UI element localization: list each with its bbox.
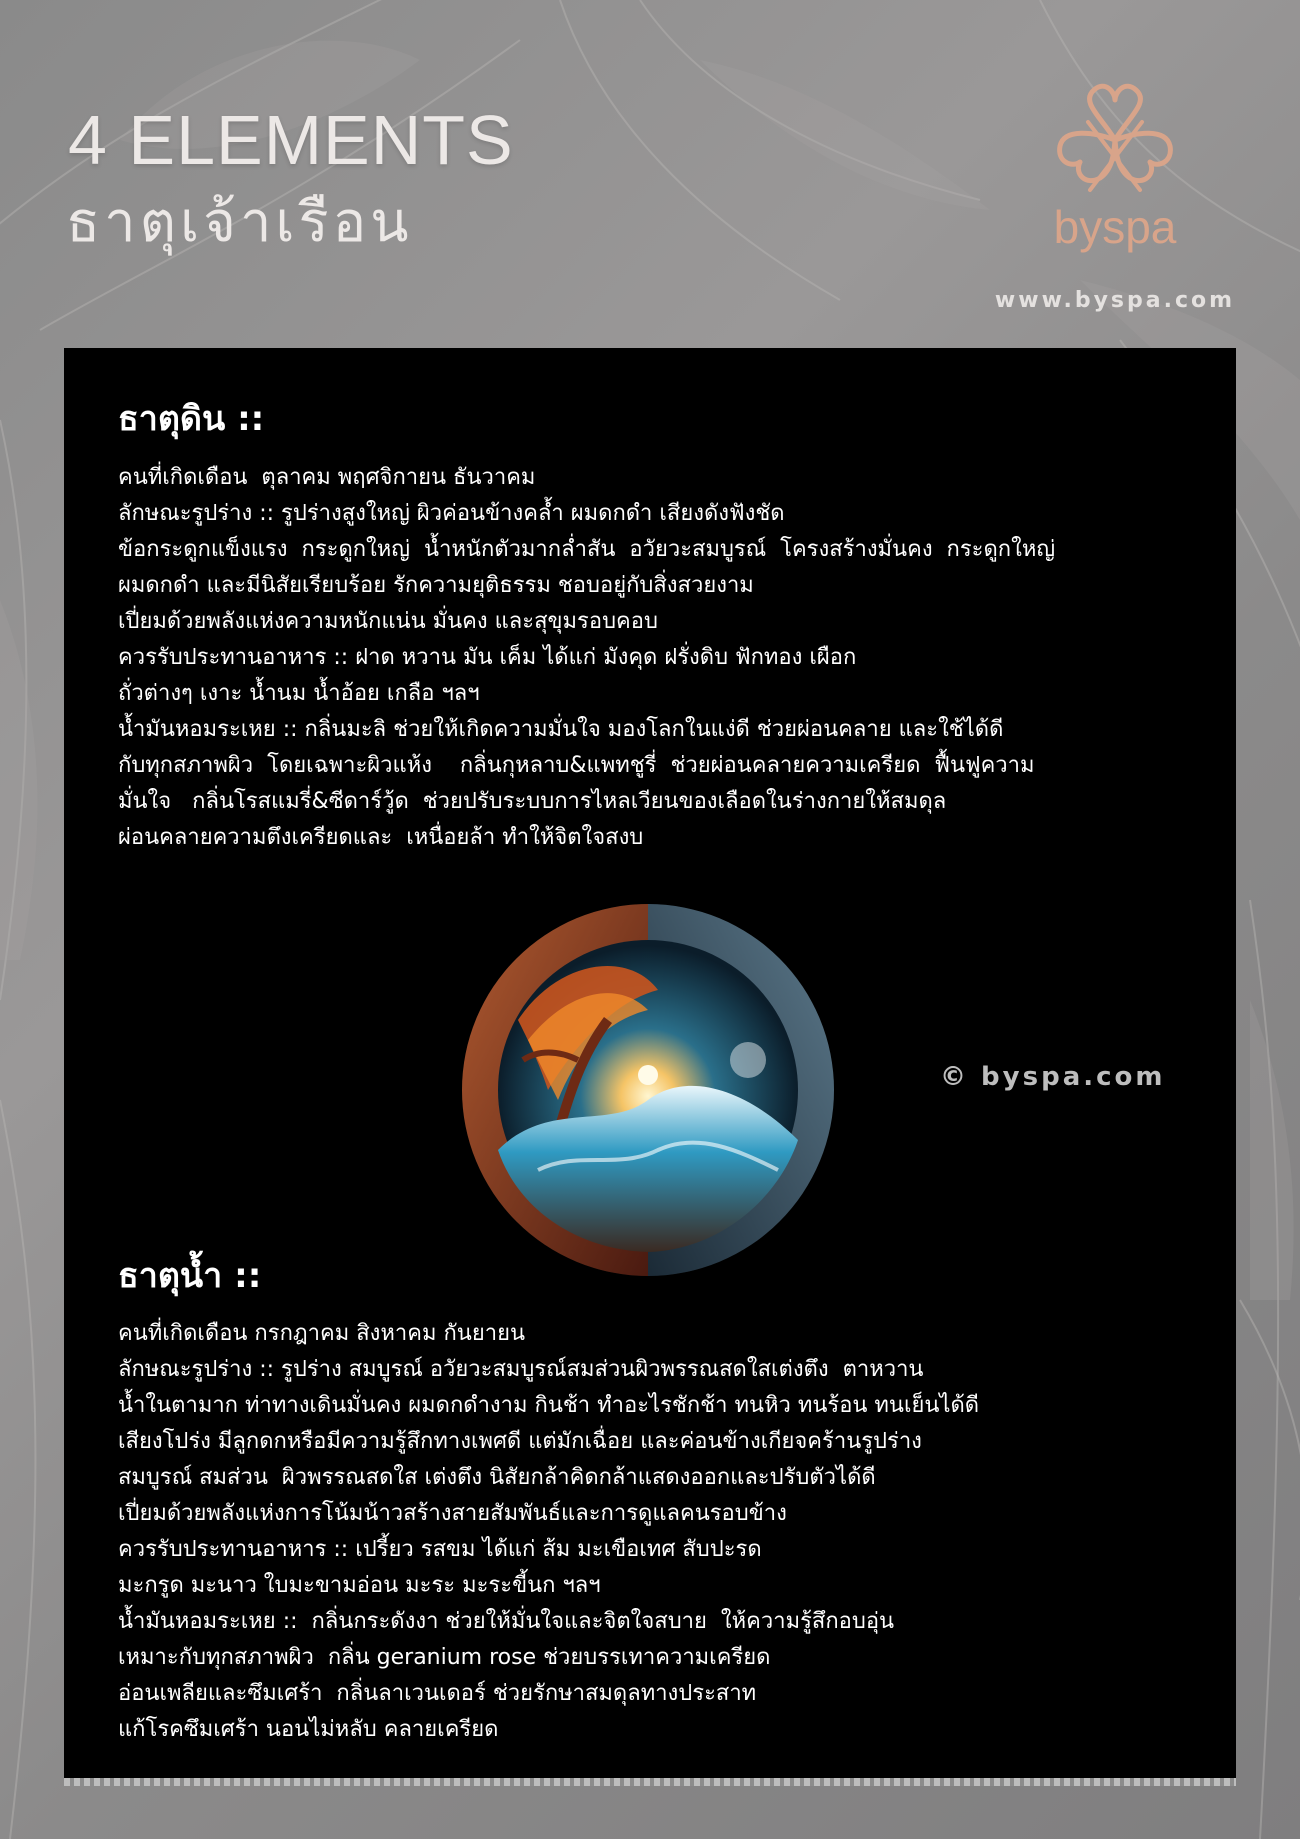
water-section-body — [118, 1316, 1226, 1748]
earth-line: คนที่เกิดเดือน ตุลาคม พฤศจิกายน ธันวาคม — [118, 465, 536, 490]
water-line: น้ำในตามาก ท่าทางเดินมั่นคง ผมดกดำงาม กินช้า ทำอะไรชักช้า ทนหิว ทนร้อน ทนเย็นได้ดี — [118, 1393, 980, 1418]
earth-line: ถั่วต่างๆ เงาะ น้ำนม น้ำอ้อย เกลือ ฯลฯ — [118, 681, 480, 706]
panel-bottom-edge — [64, 1778, 1236, 1786]
brand-wordmark: byspa — [1053, 201, 1177, 253]
website-link[interactable]: www.byspa.com — [994, 288, 1236, 313]
water-line: มะกรูด มะนาว ใบมะขามอ่อน มะระ มะระขี้นก ฯลฯ — [118, 1573, 601, 1598]
water-line: สมบูรณ์ สมส่วน ผิวพรรณสดใส เต่งตึง นิสัยกล้าคิดกล้าแสดงออกและปรับตัวได้ดี — [118, 1465, 876, 1490]
water-line: เหมาะกับทุกสภาพผิว กลิ่น geranium rose ช่วยบรรเทาความเครียด — [118, 1645, 771, 1670]
earth-line: น้ำมันหอมระเหย :: กลิ่นมะลิ ช่วยให้เกิดความมั่นใจ มองโลกในแง่ดี ช่วยผ่อนคลาย และใช้ได้ดี — [118, 717, 1004, 742]
water-line: อ่อนเพลียและซึมเศร้า กลิ่นลาเวนเดอร์ ช่วยรักษาสมดุลทางประสาท — [118, 1681, 757, 1706]
brand-logo — [1020, 82, 1210, 253]
water-line: ควรรับประทานอาหาร :: เปรี้ยว รสขม ได้แก่ ส้ม มะเขือเทศ สับปะรด — [118, 1537, 762, 1562]
earth-line: ควรรับประทานอาหาร :: ฝาด หวาน มัน เค็ม ได้แก่ มังคุด ฝรั่งดิบ ฟักทอง เผือก — [118, 645, 857, 670]
page-subtitle: ธาตุเจ้าเรือน — [66, 190, 413, 255]
water-section-title: ธาตุน้ำ :: — [118, 1256, 262, 1296]
earth-line: ผ่อนคลายความตึงเครียดและ เหนื่อยล้า ทำให้จิตใจสงบ — [118, 825, 644, 850]
clover-logo-icon — [1050, 82, 1180, 202]
water-line: เปี่ยมด้วยพลังแห่งการโน้มน้าวสร้างสายสัมพันธ์และการดูแลคนรอบข้าง — [118, 1501, 787, 1526]
water-line: คนที่เกิดเดือน กรกฎาคม สิงหาคม กันยายน — [118, 1321, 525, 1346]
earth-line: ผมดกดำ และมีนิสัยเรียบร้อย รักความยุติธรรม ชอบอยู่กับสิ่งสวยงาม — [118, 573, 754, 598]
earth-line: ลักษณะรูปร่าง :: รูปร่างสูงใหญ่ ผิวค่อนข้างคล้ำ ผมดกดำ เสียงดังฟังชัด — [118, 501, 785, 526]
earth-line: ข้อกระดูกแข็งแรง กระดูกใหญ่ น้ำหนักตัวมากล่ำสัน อวัยวะสมบูรณ์ โครงสร้างมั่นคง กระดูกใหญ่ — [118, 537, 1056, 562]
page-title: 4 ELEMENTS — [68, 101, 514, 179]
water-line: ลักษณะรูปร่าง :: รูปร่าง สมบูรณ์ อวัยวะสมบูรณ์สมส่วนผิวพรรณสดใสเต่งตึง ตาหวาน — [118, 1357, 924, 1382]
water-line: น้ำมันหอมระเหย :: กลิ่นกระดังงา ช่วยให้มั่นใจและจิตใจสบาย ให้ความรู้สึกอบอุ่น — [118, 1609, 895, 1634]
earth-section-title: ธาตุดิน :: — [118, 399, 265, 439]
water-line: เสียงโปร่ง มีลูกดกหรือมีความรู้สึกทางเพศดี แต่มักเฉื่อย และค่อนข้างเกียจคร้านรูปร่าง — [118, 1429, 922, 1454]
earth-section-body — [118, 460, 1226, 856]
earth-line: เปี่ยมด้วยพลังแห่งความหนักแน่น มั่นคง และสุขุมรอบคอบ — [118, 609, 658, 634]
water-line: แก้โรคซึมเศร้า นอนไม่หลับ คลายเครียด — [118, 1717, 499, 1742]
earth-line: มั่นใจ กลิ่นโรสแมรี่&ซีดาร์วู้ด ช่วยปรับระบบการไหลเวียนของเลือดในร่างกายให้สมดุล — [118, 789, 947, 814]
earth-line: กับทุกสภาพผิว โดยเฉพาะผิวแห้ง กลิ่นกุหลาบ&แพทชูรี่ ช่วยผ่อนคลายความเครียด ฟื้นฟูความ — [118, 753, 1035, 778]
elements-circle-artwork — [458, 900, 838, 1280]
copyright-watermark: © byspa.com — [940, 1062, 1166, 1092]
